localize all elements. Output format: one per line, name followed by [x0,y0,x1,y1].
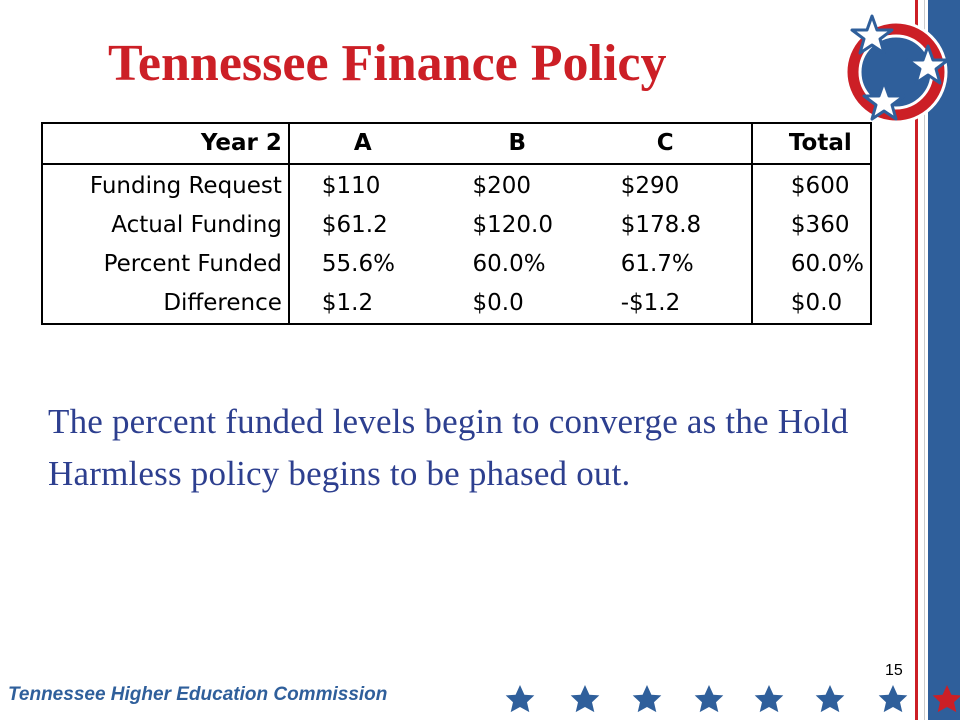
table-cell: $200 [472,173,532,199]
star-icon [571,685,600,712]
table-cell: $1.2 [321,290,374,316]
star-icon [933,685,960,712]
table-cell: $61.2 [321,212,388,238]
star-icon [755,685,784,712]
star-icon [633,685,662,712]
star-icon [695,685,724,712]
body-paragraph: The percent funded levels begin to converge as the Hold Harmless policy begins to be phased out. [48,402,849,493]
funding-table [41,122,872,325]
table-cell: 60.0% [472,251,546,277]
table-header-cell: C [603,123,752,164]
table-header-row [42,123,871,164]
table-cell: 60.0% [790,251,864,277]
table-row [42,245,871,284]
table-row-label: Difference [42,284,289,324]
table-row-label: Percent Funded [42,245,289,284]
table-header-cell: Year 2 [42,123,289,164]
table-cell: $0.0 [790,290,843,316]
table-header-cell: Total [752,123,871,164]
star-icon [879,685,908,712]
table-cell: 61.7% [603,245,752,284]
table-row [42,206,871,245]
table-header-cell: A [289,123,451,164]
footer-star-row [500,680,960,720]
table-cell: -$1.2 [603,284,752,324]
table-header-cell: B [451,123,603,164]
table-row [42,284,871,324]
star-icon [506,685,535,712]
table-cell: $600 [790,173,850,199]
page-number: 15 [885,662,903,679]
footer-organization: Tennessee Higher Education Commission [8,684,388,705]
table-cell: $110 [321,173,381,199]
table-cell: $290 [603,164,752,206]
table-row-label: Funding Request [42,164,289,206]
star-icon [816,685,845,712]
table-cell: $0.0 [472,290,524,316]
table-cell: $360 [790,212,850,238]
table-row [42,164,871,206]
slide-title: Tennessee Finance Policy [108,35,667,92]
table-cell: 55.6% [321,251,395,277]
table-row-label: Actual Funding [42,206,289,245]
tri-star-seal-icon [840,12,950,130]
table-cell: $120.0 [472,212,553,238]
table-cell: $178.8 [603,206,752,245]
